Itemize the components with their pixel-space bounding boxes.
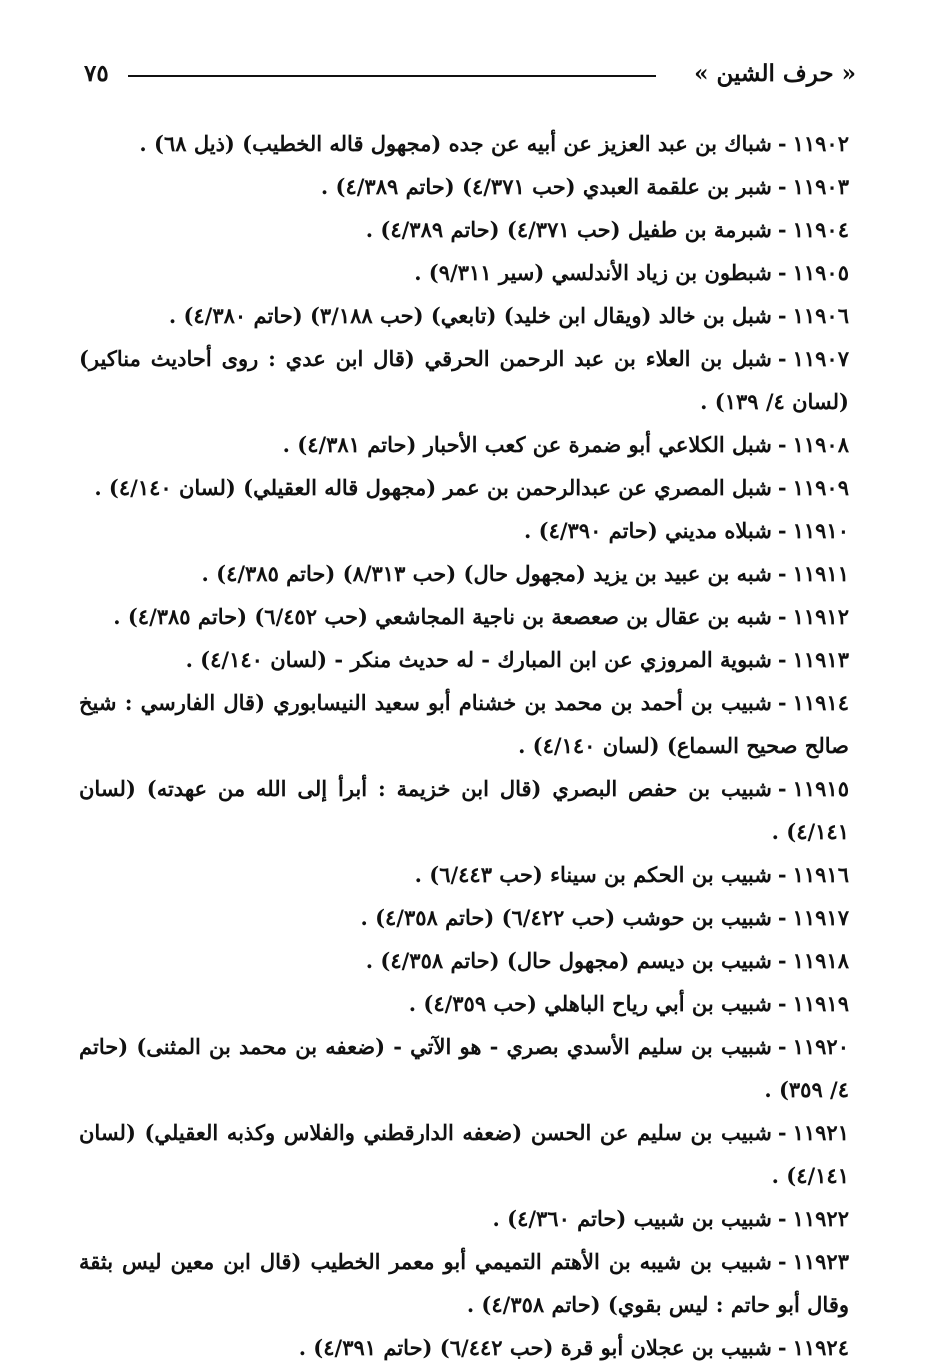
header-rule — [128, 75, 656, 77]
entry-number: ١١٩٠٨ — [792, 432, 849, 457]
entry-separator: - — [777, 1249, 787, 1274]
entry-number: ١١٩٠٥ — [792, 260, 849, 285]
page-number: ٧٥ — [84, 60, 109, 87]
entry — [79, 1197, 849, 1240]
entry-number: ١١٩٢٠ — [792, 1034, 849, 1059]
entry-text: شبل بن العلاء بن عبد الرحمن الحرقي (قال ابن عدي : روى أحاديث مناكير) (لسان ٤/ ١٣٩) . — [79, 346, 849, 414]
entry-number: ١١٩١٢ — [792, 604, 849, 629]
entry-text: شباك بن عبد العزيز عن أبيه عن جده (مجهول قاله الخطيب) (ذيل ٦٨) . — [139, 131, 772, 156]
entry-number: ١١٩٢٢ — [792, 1206, 849, 1231]
entry-separator: - — [777, 1034, 787, 1059]
entry-separator: - — [777, 862, 787, 887]
entry-text: شبيب بن شيبه بن الأهتم التميمي أبو معمر الخطيب (قال ابن معين ليس بثقة وقال أبو حاتم : ليس بقوي) (حاتم ٤/٣٥٨) . — [79, 1249, 849, 1317]
chapter-title: « حرف الشين » — [694, 60, 856, 87]
entry-number: ١١٩٠٢ — [792, 131, 849, 156]
entry — [79, 853, 849, 896]
entry-number: ١١٩١٤ — [792, 690, 849, 715]
entry-text: شبر بن علقمة العبدي (حب ٤/٣٧١) (حاتم ٤/٣٨٩) . — [320, 174, 772, 199]
entry-text: شبيب بن الحكم بن سيناء (حب ٦/٤٤٣) . — [414, 862, 772, 887]
entry-number: ١١٩٠٣ — [792, 174, 849, 199]
entry — [79, 1326, 849, 1369]
entry — [79, 466, 849, 509]
entry — [79, 509, 849, 552]
entry — [79, 208, 849, 251]
entry-separator: - — [777, 260, 787, 285]
entry-number: ١١٩٢١ — [792, 1120, 849, 1145]
entry — [79, 939, 849, 982]
entry-text: شبل بن خالد (ويقال ابن خليد) (تابعي) (حب ٣/١٨٨) (حاتم ٤/٣٨٠) . — [168, 303, 772, 328]
entry-text: شبل المصري عن عبدالرحمن بن عمر (مجهول قاله العقيلي) (لسان ٤/١٤٠) . — [94, 475, 772, 500]
entry-number: ١١٩٠٩ — [792, 475, 849, 500]
entry-separator: - — [777, 346, 787, 371]
entry — [79, 165, 849, 208]
entry — [79, 767, 849, 853]
entry-separator: - — [777, 174, 787, 199]
entry-separator: - — [777, 1206, 787, 1231]
entry — [79, 595, 849, 638]
entry-number: ١١٩٠٧ — [792, 346, 849, 371]
entry-separator: - — [777, 647, 787, 672]
entry-list — [79, 122, 849, 1369]
entry-text: شبل الكلاعي أبو ضمرة عن كعب الأحبار (حاتم ٤/٣٨١) . — [282, 432, 772, 457]
entry-text: شبيب بن أبي رياح الباهلي (حب ٤/٣٥٩) . — [408, 991, 772, 1016]
entry-text: شبه بن عبيد بن يزيد (مجهول حال) (حب ٨/٣١٣) (حاتم ٤/٣٨٥) . — [201, 561, 772, 586]
entry-text: شبيب بن عجلان أبو قرة (حب ٦/٤٤٢) (حاتم ٤/٣٩١) . — [298, 1335, 772, 1360]
entry-separator: - — [777, 303, 787, 328]
entry — [79, 1025, 849, 1111]
entry-text: شبيب بن سليم الأسدي بصري - هو الآتي - (ضعفه بن محمد بن المثنى) (حاتم ٤/ ٣٥٩) . — [79, 1034, 849, 1102]
entry-number: ١١٩١٦ — [792, 862, 849, 887]
entry — [79, 982, 849, 1025]
entry-separator: - — [777, 1335, 787, 1360]
entry-number: ١١٩١٩ — [792, 991, 849, 1016]
entry — [79, 1240, 849, 1326]
entry-text: شبيب بن أحمد بن محمد بن خشنام أبو سعيد النيسابوري (قال الفارسي : شيخ صالح صحيح السماع) (لسان ٤/١٤٠) . — [79, 690, 849, 758]
entry — [79, 251, 849, 294]
entry-separator: - — [777, 432, 787, 457]
entry — [79, 337, 849, 423]
entry — [79, 122, 849, 165]
entry-text: شبلاه مديني (حاتم ٤/٣٩٠) . — [524, 518, 772, 543]
entry-separator: - — [777, 948, 787, 973]
entry-separator: - — [777, 604, 787, 629]
entry-separator: - — [777, 475, 787, 500]
entry-number: ١١٩١٧ — [792, 905, 849, 930]
entry — [79, 638, 849, 681]
entry-text: شبيب بن شبيب (حاتم ٤/٣٦٠) . — [492, 1206, 772, 1231]
entry-separator: - — [777, 1120, 787, 1145]
entry-number: ١١٩١٣ — [792, 647, 849, 672]
entry — [79, 1111, 849, 1197]
entry-text: شبطون بن زياد الأندلسي (سير ٩/٣١١) . — [414, 260, 772, 285]
entry-separator: - — [777, 690, 787, 715]
entry — [79, 423, 849, 466]
entry-number: ١١٩٠٤ — [792, 217, 849, 242]
entry-number: ١١٩١٥ — [792, 776, 849, 801]
entry — [79, 552, 849, 595]
page-header — [84, 58, 856, 94]
entry-text: شبوية المروزي عن ابن المبارك - له حديث منكر - (لسان ٤/١٤٠) . — [185, 647, 772, 672]
entry-number: ١١٩١١ — [792, 561, 849, 586]
entry-text: شبيب بن سليم عن الحسن (ضعفه الدارقطني والفلاس وكذبه العقيلي) (لسان ٤/١٤١) . — [79, 1120, 849, 1188]
entry-text: شبيب بن حفص البصري (قال ابن خزيمة : أبرأ إلى الله من عهدته) (لسان ٤/١٤١) . — [79, 776, 849, 844]
entry-text: شبرمة بن طفيل (حب ٤/٣٧١) (حاتم ٤/٣٨٩) . — [365, 217, 772, 242]
entry-separator: - — [777, 561, 787, 586]
entry-separator: - — [777, 776, 787, 801]
entry-text: شبيب بن حوشب (حب ٦/٤٢٢) (حاتم ٤/٣٥٨) . — [360, 905, 772, 930]
entry — [79, 681, 849, 767]
entry — [79, 294, 849, 337]
entry-separator: - — [777, 905, 787, 930]
entry-number: ١١٩٠٦ — [792, 303, 849, 328]
entry — [79, 896, 849, 939]
entry-text: شبه بن عقال بن صعصعة بن ناجية المجاشعي (حب ٦/٤٥٢) (حاتم ٤/٣٨٥) . — [113, 604, 772, 629]
entry-text: شبيب بن ديسم (مجهول حال) (حاتم ٤/٣٥٨) . — [365, 948, 772, 973]
entry-number: ١١٩٢٣ — [792, 1249, 849, 1274]
entry-separator: - — [777, 217, 787, 242]
entry-separator: - — [777, 518, 787, 543]
entry-separator: - — [777, 131, 787, 156]
entry-number: ١١٩٢٤ — [792, 1335, 849, 1360]
entry-number: ١١٩١٨ — [792, 948, 849, 973]
entry-number: ١١٩١٠ — [792, 518, 849, 543]
entry-separator: - — [777, 991, 787, 1016]
